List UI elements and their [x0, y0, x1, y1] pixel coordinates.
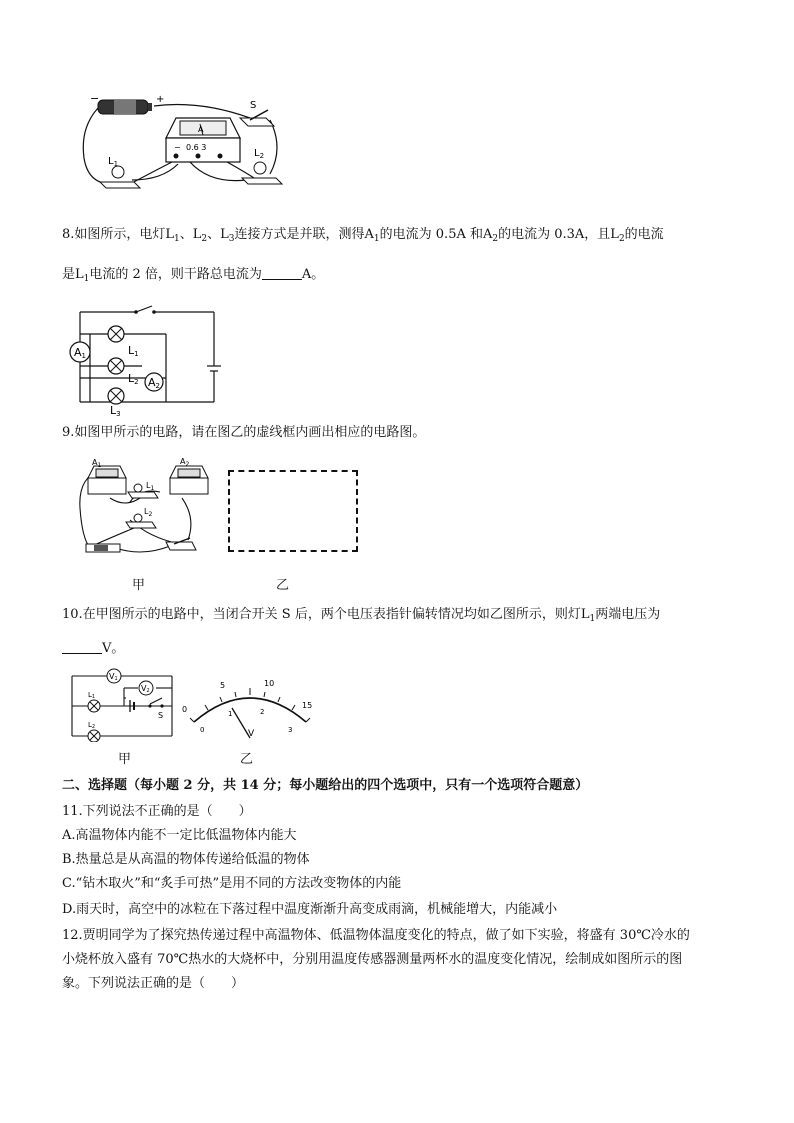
ammeter-scale-label: 0.6 3 — [186, 143, 207, 152]
circuit-figure-q9-jia — [70, 458, 210, 560]
dial-bottom-3: 3 — [288, 726, 293, 734]
answer-blank-q10[interactable] — [62, 641, 102, 654]
voltmeter-dial-q10-yi — [180, 670, 320, 746]
lamp2-label: $L_2$ — [254, 148, 265, 160]
lamp-l1-label: L1 — [128, 344, 139, 358]
question-8-line-1: 8.如图所示，电灯$L_1$、$L_2$、$L_3$连接方式是并联，测得$A_1$的电流为 0.5A 和$A_2$的电流为 0.3A，且$L_2$的电流 — [62, 227, 664, 244]
question-10-line-2: V。 — [62, 640, 124, 658]
ammeter-a2-label: A2 — [148, 376, 160, 390]
q9-a1-label: $A_1$ — [92, 458, 102, 469]
dial-unit-label: V — [248, 729, 255, 739]
circuit-figure-top — [70, 88, 300, 198]
q10-v1-label: V1 — [109, 672, 118, 682]
q9-l2-label: $L_2$ — [144, 507, 153, 518]
ammeter-a1-label: A1 — [74, 346, 86, 360]
q9-caption-yi: 乙 — [276, 578, 290, 593]
dial-top-5: 5 — [220, 681, 226, 690]
lamp1-label: $L_1$ — [108, 156, 119, 168]
ammeter-minus-label: − — [174, 143, 181, 152]
q9-l1-label: $L_1$ — [146, 481, 155, 492]
question-9-text: 9.如图甲所示的电路，请在图乙的虚线框内画出相应的电路图。 — [62, 425, 426, 440]
question-12-line-1: 12.贾明同学为了探究热传递过程中高温物体、低温物体温度变化的特点，做了如下实验，将盛有 30℃冷水的 — [62, 928, 690, 943]
lamp-l2-label: L2 — [128, 372, 139, 386]
ammeter-a-label: A — [198, 125, 204, 134]
circuit-figure-q10-jia — [66, 666, 180, 742]
question-10-line-1: 10.在甲图所示的电路中，当闭合开关 S 后，两个电压表指针偏转情况均如乙图所示，则灯$L_1$两端电压为 — [62, 607, 661, 624]
dial-top-0: 0 — [182, 705, 188, 714]
question-12-line-2: 小烧杯放入盛有 70℃热水的大烧杯中，分别用温度传感器测量两杯水的温度变化情况，绘制成如图所示的图 — [62, 952, 683, 967]
q10-l2-label: L2 — [88, 721, 96, 730]
question-11-stem: 11.下列说法不正确的是（ ） — [62, 804, 252, 819]
circuit-figure-q8 — [66, 304, 226, 416]
question-11-option-a[interactable]: A.高温物体内能不一定比低温物体内能大 — [62, 828, 297, 843]
q10-caption-jia: 甲 — [118, 752, 132, 767]
section-2-title: 二、选择题（每小题 2 分，共 14 分；每小题给出的四个选项中，只有一个选项符合题意） — [62, 778, 589, 793]
dial-bottom-0: 0 — [200, 726, 205, 734]
question-12-line-3: 象。下列说法正确的是（ ） — [62, 976, 245, 991]
drawing-area-dashed-box[interactable] — [228, 470, 358, 552]
dial-bottom-2: 2 — [260, 708, 265, 716]
q10-l1-label: L1 — [88, 691, 96, 700]
dial-bottom-1: 1 — [228, 710, 233, 718]
dial-top-10: 10 — [264, 679, 275, 688]
q10-v2-label: V2 — [141, 684, 150, 694]
question-11-option-b[interactable]: B.热量总是从高温的物体传递给低温的物体 — [62, 852, 310, 867]
question-11-option-c[interactable]: C.“钻木取火”和“炙手可热”是用不同的方法改变物体的内能 — [62, 876, 402, 891]
battery-minus-label: − — [90, 92, 100, 105]
answer-blank-q8[interactable] — [262, 267, 302, 280]
q10-caption-yi: 乙 — [240, 752, 254, 767]
battery-plus-label: + — [156, 94, 165, 105]
question-8-line-2: 是$L_1$电流的 2 倍，则干路总电流为 A。 — [62, 267, 325, 284]
q9-caption-jia: 甲 — [132, 578, 146, 593]
dial-top-15: 15 — [302, 701, 313, 710]
q10-switch-label: S — [158, 711, 164, 720]
question-11-option-d[interactable]: D.雨天时，高空中的冰粒在下落过程中温度渐渐升高变成雨滴，机械能增大，内能减小 — [62, 902, 558, 917]
lamp-l3-label: L3 — [110, 404, 121, 416]
q9-a2-label: $A_2$ — [180, 458, 190, 468]
switch-label: S — [250, 100, 257, 111]
